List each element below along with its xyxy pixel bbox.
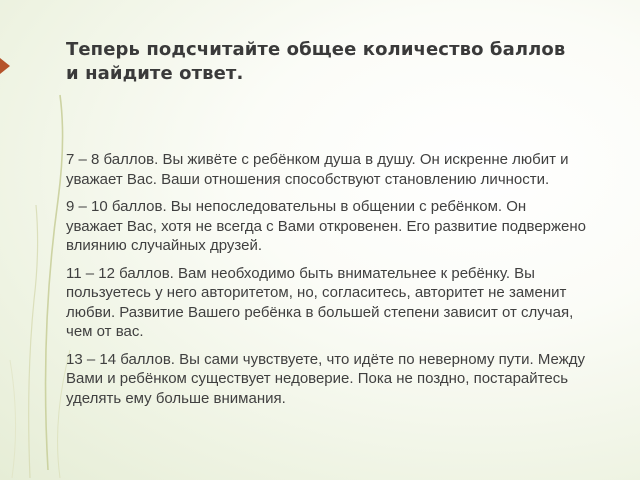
results-list: [66, 150, 586, 416]
result-paragraph: 7 – 8 баллов. Вы живёте с ребёнком душа в душу. Он искренне любит и уважает Вас. Ваши отношения способствуют становлению личности.: [66, 151, 569, 188]
grass-blade-icon: [46, 95, 63, 470]
slide-title: [66, 38, 606, 86]
triangle-marker-icon: [0, 58, 10, 74]
grass-blade-icon: [29, 205, 38, 478]
result-paragraph: 13 – 14 баллов. Вы сами чувствуете, что идёте по неверному пути. Между Вами и ребёнком существует недоверие. Пока не поздно, постарайтесь уделять ему больше внимания.: [66, 350, 586, 407]
result-paragraph: 11 – 12 баллов. Вам необходимо быть внимательнее к ребёнку. Вы пользуетесь у него авторитетом, но, согласитесь, авторитет не заменит любви. Развитие Вашего ребёнка в большей степени зависит от случая, чем от вас.: [66, 264, 574, 340]
title-line: и найдите ответ.: [66, 63, 244, 84]
title-line: Теперь подсчитайте общее количество баллов: [66, 39, 566, 60]
grass-blade-icon: [10, 360, 16, 478]
result-paragraph: 9 – 10 баллов. Вы непоследовательны в общении с ребёнком. Он уважает Вас, хотя не всегда с Вами откровенен. Его развитие подвержено влиянию случайных друзей.: [66, 198, 587, 254]
